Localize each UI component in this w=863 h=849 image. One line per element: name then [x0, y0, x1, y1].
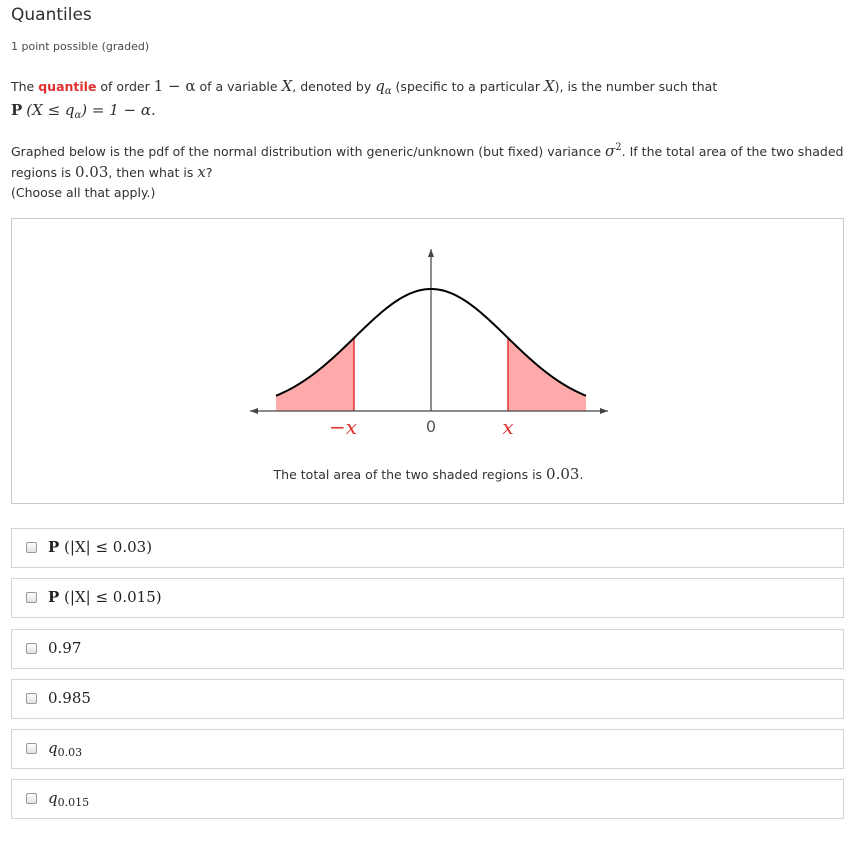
choose-note: (Choose all that apply.) [11, 185, 156, 200]
checkbox[interactable] [26, 643, 37, 654]
y-axis-arrow [428, 249, 434, 257]
option-p-abs-x-le-003[interactable]: P (|X| ≤ 0.03) [11, 528, 844, 568]
label-pos-x: x [502, 415, 514, 439]
figure-caption: The total area of the two shaded regions is 0.03. [273, 465, 584, 483]
label-zero: 0 [425, 417, 437, 436]
option-097[interactable]: 0.97 [11, 629, 844, 669]
x-axis-arrow-right [600, 408, 608, 414]
formula-body: (X ≤ q [26, 101, 75, 119]
option-q-003[interactable]: $q_{0.03}$ [11, 729, 844, 769]
formula-P: P [11, 101, 23, 119]
problem-title: Quantiles [11, 5, 92, 25]
checkbox[interactable] [26, 592, 37, 603]
normal-pdf-plot [12, 219, 845, 505]
highlighted-term: quantile [38, 79, 97, 94]
x-axis-arrow-left [250, 408, 258, 414]
option-0985[interactable]: 0.985 [11, 679, 844, 719]
points-info: 1 point possible (graded) [11, 40, 150, 53]
normal-pdf-figure [11, 218, 844, 504]
label-neg-x: −x [328, 415, 358, 439]
problem-question: Graphed below is the pdf of the normal distribution with generic/unknown (but fixed) variance $\sigma^2$. If the total area of the two shaded regions is 0.03, then what is x? (Choose all that apply.) [11, 142, 844, 200]
option-p-abs-x-le-0015[interactable]: P (|X| ≤ 0.015) [11, 578, 844, 618]
checkbox[interactable] [26, 542, 37, 553]
problem-definition: The quantile of order 1 − α of a variable X, denoted by $q_\alpha$ (specific to a particular X), is the number such that P $(X \le q_\alpha) = 1 - \alpha$. [11, 77, 718, 121]
checkbox[interactable] [26, 743, 37, 754]
checkbox[interactable] [26, 793, 37, 804]
checkbox[interactable] [26, 693, 37, 704]
option-q-0015[interactable]: $q_{0.015}$ [11, 779, 844, 819]
